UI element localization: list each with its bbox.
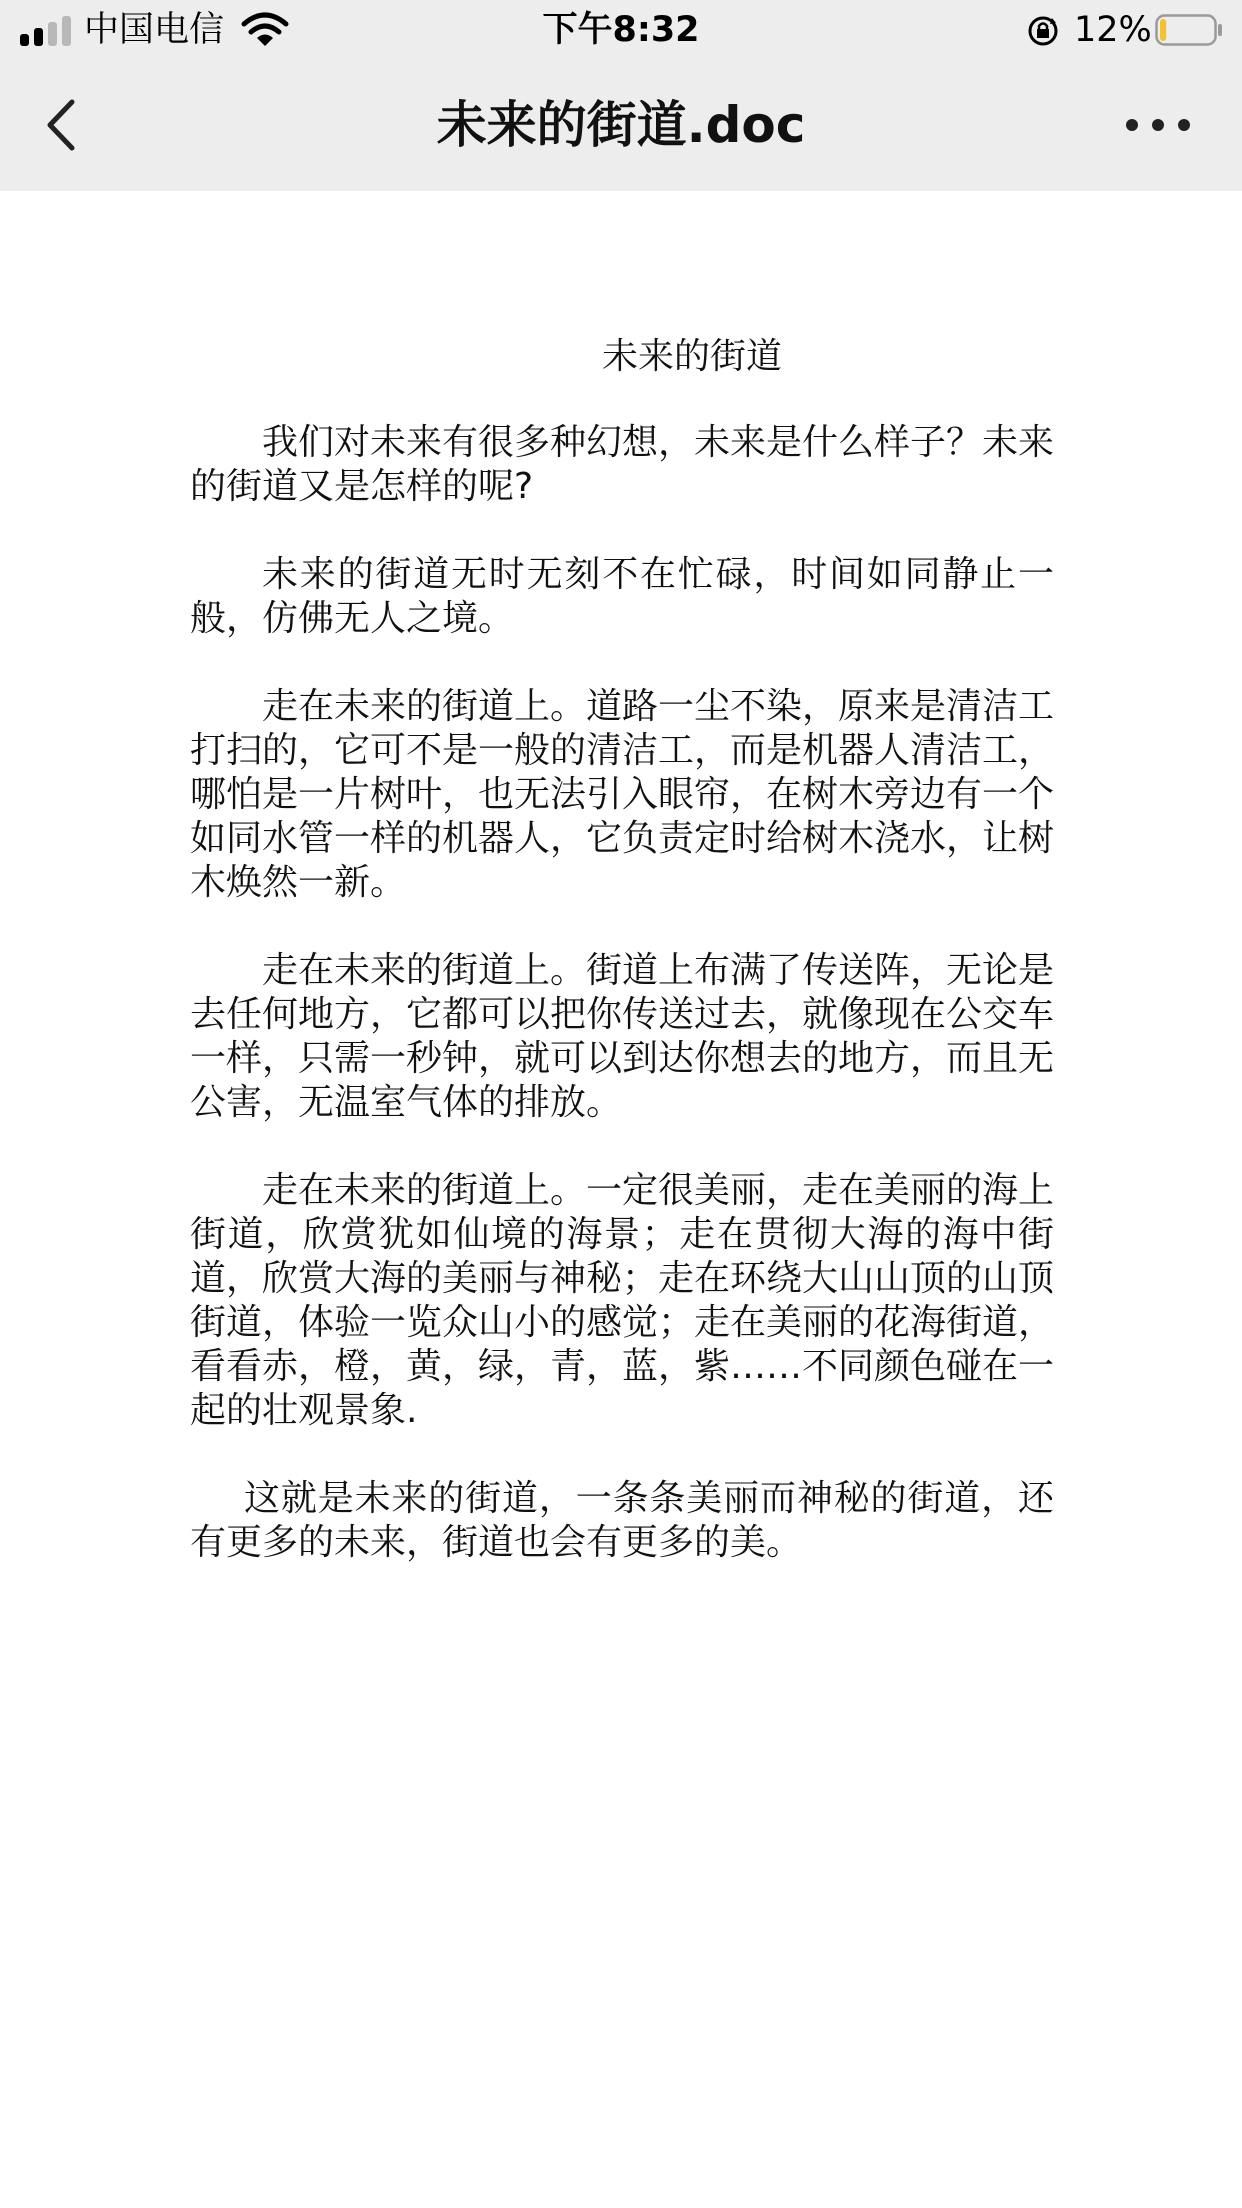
page-title: 未来的街道.doc <box>436 96 806 154</box>
orientation-lock-icon <box>1026 14 1060 48</box>
paragraph: 走在未来的街道上。街道上布满了传送阵，无论是去任何地方，它都可以把你传送过去，就像现在公交车一样，只需一秒钟，就可以到达你想去的地方，而且无公害，无温室气体的排放。 <box>190 950 1055 1123</box>
document-body <box>190 335 1054 1609</box>
document-title: 未来的街道 <box>601 336 782 377</box>
back-button[interactable] <box>30 90 100 160</box>
status-time: 下午8:32 <box>542 10 700 50</box>
more-button[interactable] <box>1118 100 1198 150</box>
battery-icon <box>1155 14 1223 46</box>
top-bar <box>0 0 1242 191</box>
status-bar <box>0 0 1242 60</box>
paragraph: 这就是未来的街道，一条条美丽而神秘的街道，还有更多的未来，街道也会有更多的美。 <box>190 1478 1054 1563</box>
paragraph: 我们对未来有很多种幻想，未来是什么样子？未来的街道又是怎样的呢? <box>190 422 1055 507</box>
paragraph: 走在未来的街道上。道路一尘不染，原来是清洁工打扫的，它可不是一般的清洁工，而是机器人清洁工，哪怕是一片树叶，也无法引入眼帘，在树木旁边有一个如同水管一样的机器人，它负责定时给树木浇水，让树木焕然一新。 <box>190 686 1055 903</box>
carrier-name: 中国电信 <box>84 10 225 50</box>
paragraph: 走在未来的街道上。一定很美丽，走在美丽的海上街道，欣赏犹如仙境的海景；走在贯彻大海的海中街道，欣赏大海的美丽与神秘；走在环绕大山山顶的山顶街道，体验一览众山小的感觉；走在美丽的花海街道，看看赤，橙，黄，绿，青，蓝，紫……不同颜色碰在一起的壮观景象. <box>190 1170 1055 1431</box>
nav-bar <box>0 60 1242 191</box>
paragraph: 未来的街道无时无刻不在忙碌，时间如同静止一般，仿佛无人之境。 <box>190 554 1054 639</box>
battery-percent: 12% <box>1074 10 1152 50</box>
